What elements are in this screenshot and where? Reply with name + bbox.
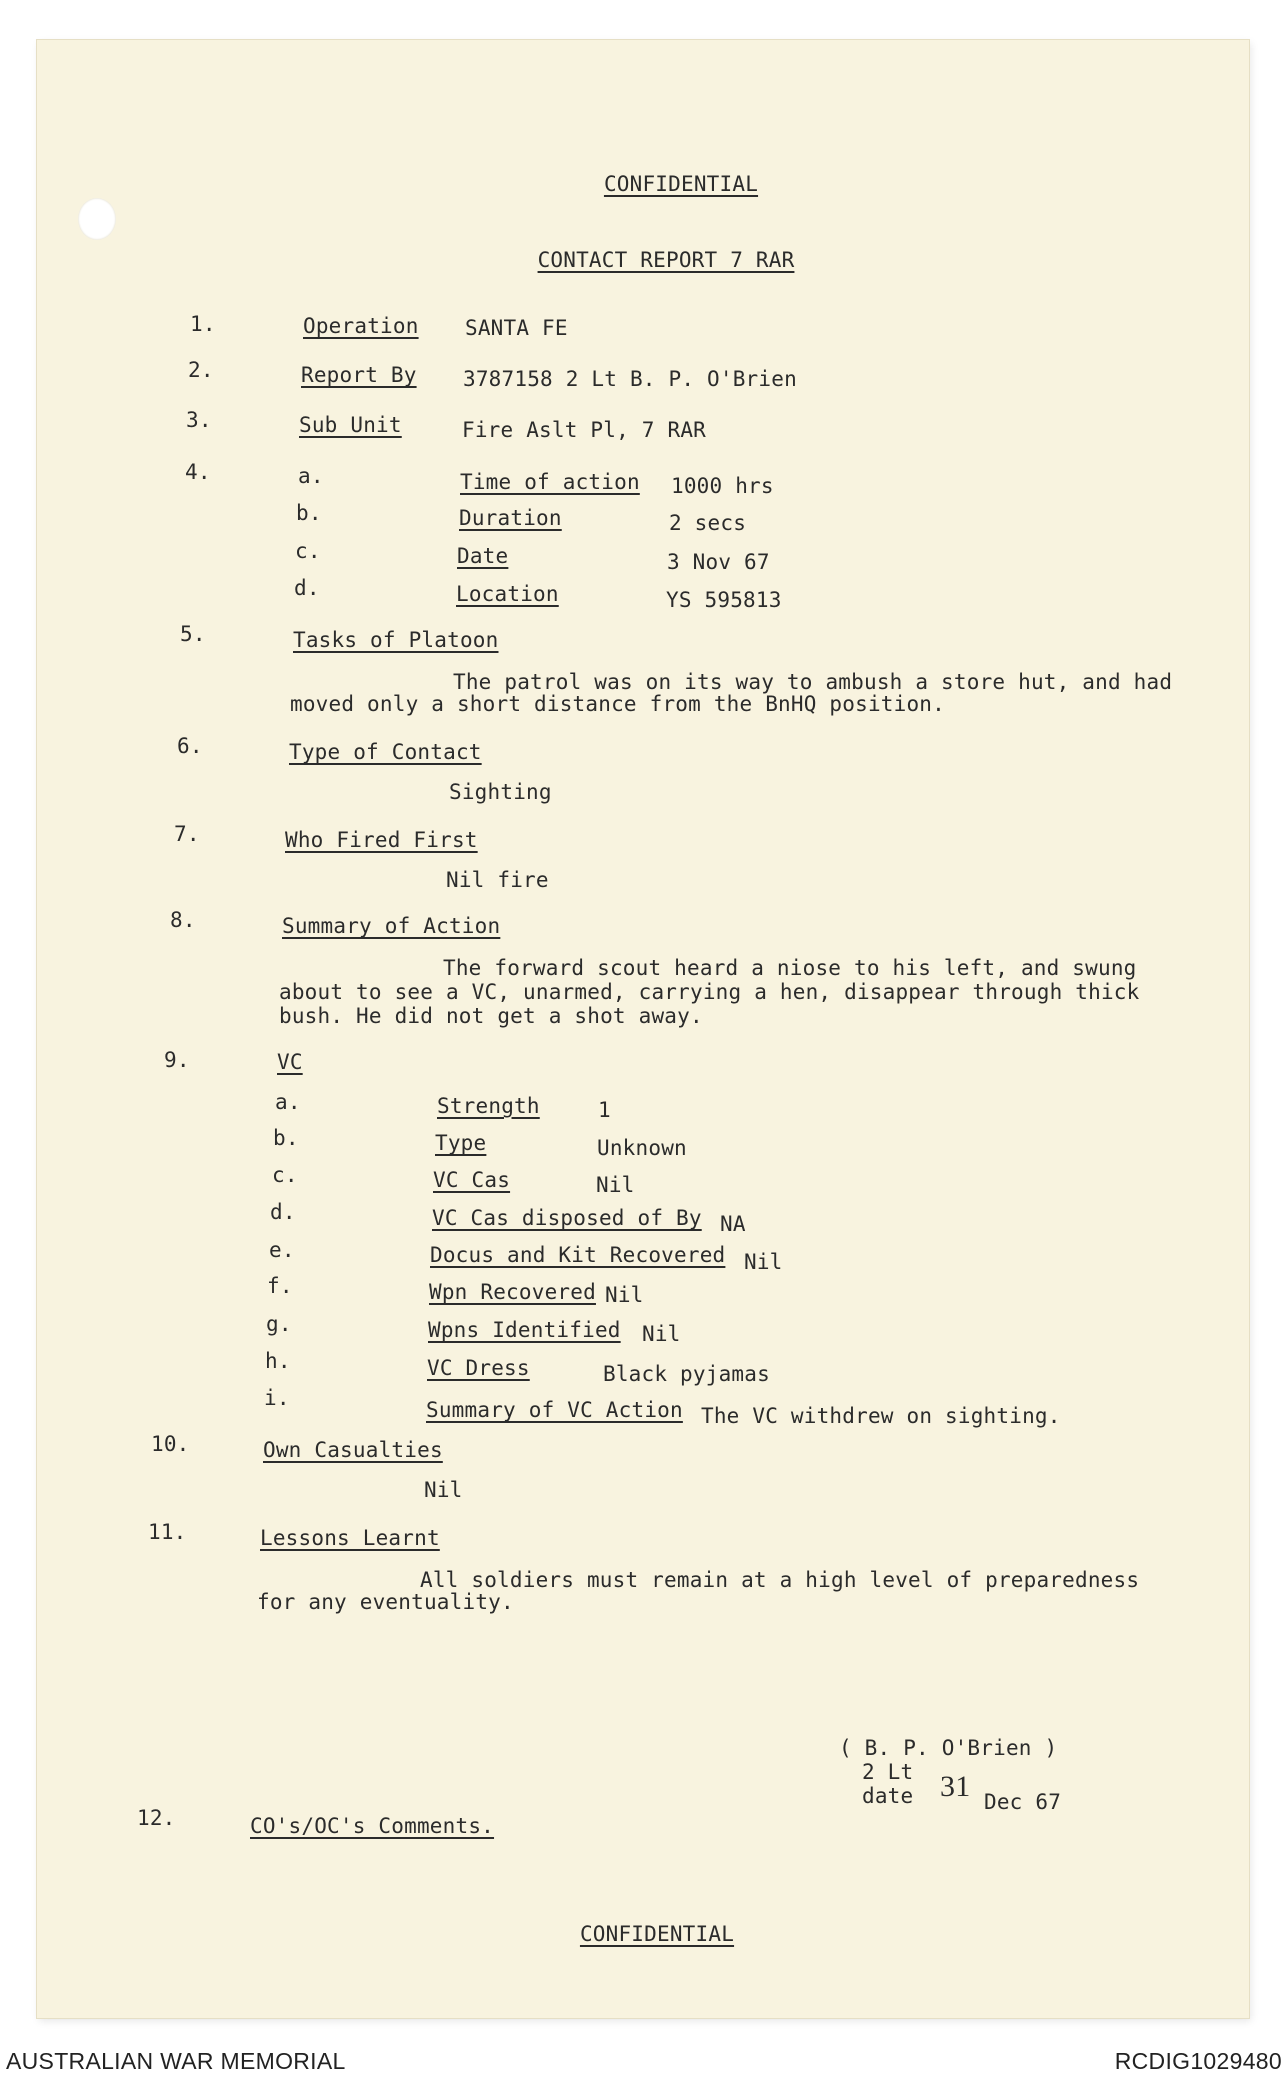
lessons-text: All soldiers must remain at a high level of preparedness	[420, 1568, 1140, 1592]
sub-letter: g.	[266, 1312, 292, 1336]
wpn-recovered-label: Wpn Recovered	[429, 1280, 596, 1304]
wpn-recovered-value: Nil	[605, 1283, 644, 1307]
vc-action-label: Summary of VC Action	[426, 1398, 683, 1422]
vc-cas-disposed-label: VC Cas disposed of By	[432, 1206, 702, 1230]
signature-date-label: date	[862, 1784, 914, 1808]
sub-letter: c.	[272, 1163, 298, 1187]
item-number: 2.	[188, 358, 214, 382]
sub-letter: e.	[269, 1238, 295, 1262]
tasks-label: Tasks of Platoon	[293, 628, 499, 652]
sub-unit-value: Fire Aslt Pl, 7 RAR	[462, 418, 707, 442]
signature-rank: 2 Lt	[862, 1760, 914, 1784]
sub-letter: h.	[265, 1349, 291, 1373]
tasks-text: The patrol was on its way to ambush a store hut, and had	[453, 670, 1173, 694]
who-fired-label: Who Fired First	[285, 828, 478, 852]
item-number: 8.	[170, 908, 196, 932]
operation-value: SANTA FE	[465, 316, 568, 340]
vc-cas-disposed-value: NA	[720, 1212, 746, 1236]
operation-label: Operation	[303, 314, 419, 338]
duration-value: 2 secs	[669, 511, 747, 535]
sub-letter: b.	[296, 501, 322, 525]
vc-cas-label: VC Cas	[433, 1168, 511, 1192]
archive-caption-right: RCDIG1029480	[1114, 2048, 1282, 2074]
contact-type-value: Sighting	[449, 780, 552, 804]
contact-type-label: Type of Contact	[289, 740, 482, 764]
report-by-value: 3787158 2 Lt B. P. O'Brien	[463, 367, 797, 391]
item-number: 10.	[151, 1432, 190, 1456]
vc-strength-label: Strength	[437, 1094, 540, 1118]
item-number: 9.	[164, 1048, 190, 1072]
own-casualties-value: Nil	[424, 1478, 463, 1502]
wpns-identified-label: Wpns Identified	[428, 1318, 621, 1342]
sub-letter: a.	[275, 1090, 301, 1114]
signature-date-month: Dec 67	[984, 1790, 1062, 1814]
vc-dress-label: VC Dress	[427, 1356, 530, 1380]
comments-label: CO's/OC's Comments.	[250, 1814, 495, 1838]
lessons-text: for any eventuality.	[257, 1590, 514, 1614]
docus-kit-label: Docus and Kit Recovered	[430, 1243, 726, 1267]
sub-letter: i.	[264, 1386, 290, 1410]
sub-letter: f.	[267, 1274, 293, 1298]
report-by-label: Report By	[301, 363, 417, 387]
summary-text: about to see a VC, unarmed, carrying a hen, disappear through thick	[279, 980, 1140, 1004]
classification-footer: CONFIDENTIAL	[579, 1922, 735, 1946]
own-casualties-label: Own Casualties	[263, 1438, 443, 1462]
punch-hole	[78, 198, 116, 240]
item-number: 3.	[186, 408, 212, 432]
signature-name: ( B. P. O'Brien )	[839, 1736, 1058, 1760]
sub-letter: b.	[273, 1126, 299, 1150]
wpns-identified-value: Nil	[642, 1322, 681, 1346]
time-of-action-label: Time of action	[460, 470, 640, 494]
sub-letter: a.	[298, 464, 324, 488]
item-number: 7.	[174, 822, 200, 846]
who-fired-value: Nil fire	[446, 868, 549, 892]
summary-text: The forward scout heard a niose to his left, and swung	[443, 956, 1137, 980]
document-page	[37, 40, 1249, 2018]
vc-dress-value: Black pyjamas	[603, 1362, 770, 1386]
sub-letter: c.	[295, 539, 321, 563]
item-number: 12.	[137, 1806, 176, 1830]
tasks-text: moved only a short distance from the BnHQ position.	[290, 692, 945, 716]
vc-type-label: Type	[435, 1131, 487, 1155]
duration-label: Duration	[459, 506, 562, 530]
summary-label: Summary of Action	[282, 914, 501, 938]
vc-type-value: Unknown	[597, 1136, 687, 1160]
date-label: Date	[457, 544, 509, 568]
date-value: 3 Nov 67	[667, 550, 770, 574]
vc-cas-value: Nil	[596, 1173, 635, 1197]
location-value: YS 595813	[666, 588, 782, 612]
time-of-action-value: 1000 hrs	[671, 474, 774, 498]
lessons-label: Lessons Learnt	[260, 1526, 440, 1550]
sub-unit-label: Sub Unit	[299, 413, 402, 437]
summary-text: bush. He did not get a shot away.	[279, 1004, 703, 1028]
signature-date-day: 31	[940, 1770, 971, 1803]
item-number: 6.	[177, 734, 203, 758]
sub-letter: d.	[294, 576, 320, 600]
item-number: 1.	[190, 312, 216, 336]
location-label: Location	[456, 582, 559, 606]
report-title: CONTACT REPORT 7 RAR	[537, 248, 795, 272]
sub-letter: d.	[270, 1200, 296, 1224]
vc-label: VC	[277, 1050, 303, 1074]
classification-header: CONFIDENTIAL	[603, 172, 759, 196]
item-number: 5.	[180, 622, 206, 646]
item-number: 4.	[185, 460, 211, 484]
vc-strength-value: 1	[598, 1098, 611, 1122]
archive-caption-left: AUSTRALIAN WAR MEMORIAL	[6, 2048, 346, 2074]
item-number: 11.	[148, 1520, 187, 1544]
vc-action-value: The VC withdrew on sighting.	[701, 1404, 1061, 1428]
docus-kit-value: Nil	[744, 1250, 783, 1274]
